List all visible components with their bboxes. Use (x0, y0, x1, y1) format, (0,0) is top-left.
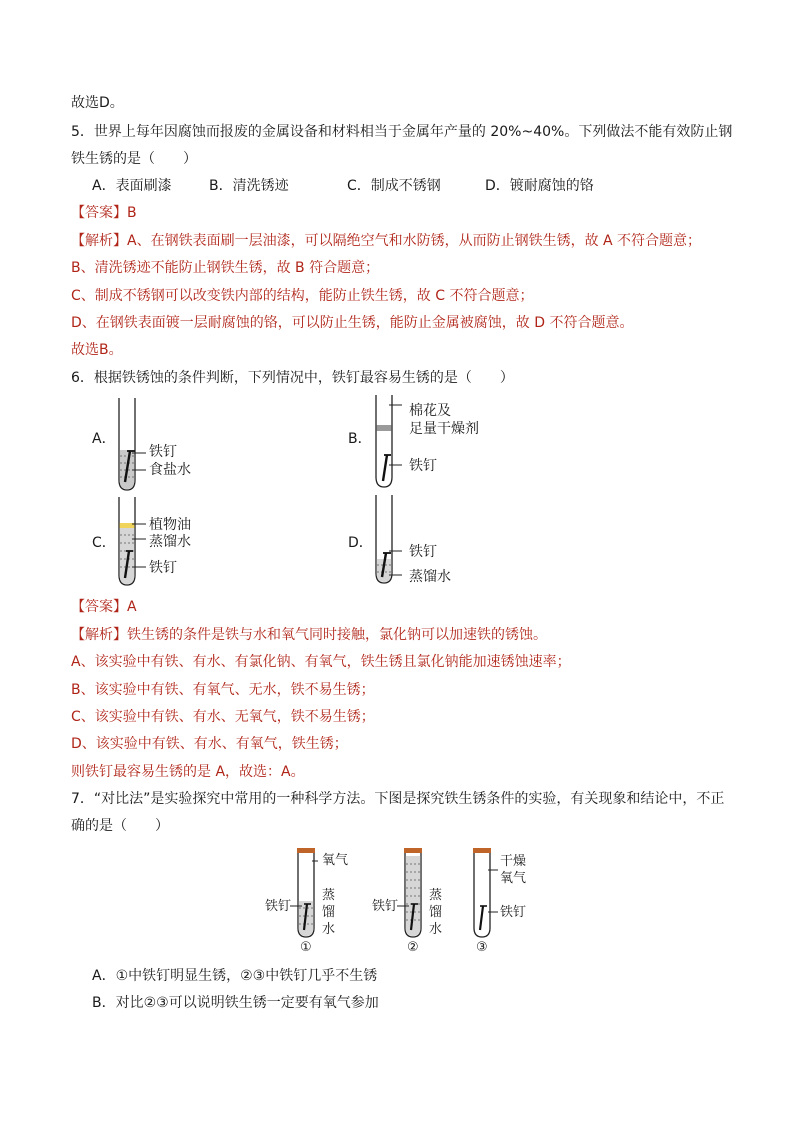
q6-stem: 6．根据铁锈蚀的条件判断，下列情况中，铁钉最容易生锈的是（ ） (71, 370, 514, 386)
q7-tube-1-label-water-2: 馏 (322, 905, 336, 920)
q5-stem-line1: 5．世界上每年因腐蚀而报废的金属设备和材料相当于金属年产量的 20%~40%。下列做法不能有效防止钢 (71, 124, 733, 140)
q7-tube-3-number: ③ (476, 940, 488, 955)
q5-explanation-4: D、在钢铁表面镀一层耐腐蚀的铬，可以防止生锈，能防止金属被腐蚀，故 D 不符合题意。 (71, 315, 634, 331)
q7-tube-2-label-water-3: 水 (429, 922, 443, 937)
q6-fig-a-tube (114, 396, 154, 494)
q7-tube-2-label-water-1: 蒸 (429, 888, 443, 903)
q6-fig-b-label-desiccant: 足量干燥剂 (409, 421, 479, 437)
q6-fig-d-label-nail: 铁钉 (409, 544, 437, 560)
q6-explanation-0: 【解析】铁生锈的条件是铁与水和氧气同时接触，氯化钠可以加速铁的锈蚀。 (71, 627, 547, 643)
q6-explanation-c: C、该实验中有铁、有水、无氧气，铁不易生锈； (71, 709, 375, 725)
q7-tube-1-label-nail: 铁钉 (265, 899, 292, 914)
q5-stem-line2: 铁生锈的是（ ） (71, 151, 197, 167)
q6-fig-c-tube (114, 495, 154, 590)
q6-explanation-a: A、该实验中有铁、有水、有氯化钠、有氧气，铁生锈且氯化钠能加速锈蚀速率； (71, 654, 571, 670)
q5-option-b: B．清洗锈迹 (209, 178, 289, 194)
q5-explanation-3: C、制成不锈钢可以改变铁内部的结构，能防止铁生锈，故 C 不符合题意； (71, 288, 534, 304)
q7-tube-2-number: ② (407, 940, 419, 955)
q6-fig-b-tube (372, 393, 412, 491)
q7-tube-1-label-water-3: 水 (322, 922, 336, 937)
q6-answer: 【答案】A (71, 599, 137, 615)
q7-stem-line1: 7．“对比法”是实验探究中常用的一种科学方法。下图是探究铁生锈条件的实验，有关现象和结论中，不正 (71, 791, 725, 807)
q6-fig-d-label-water: 蒸馏水 (409, 569, 451, 585)
q7-option-a: A．①中铁钉明显生锈，②③中铁钉几乎不生锈 (92, 968, 378, 984)
q6-fig-c-label-nail: 铁钉 (149, 560, 177, 576)
q6-fig-a-label-nail: 铁钉 (149, 444, 177, 460)
q5-option-a: A．表面刷漆 (92, 178, 172, 194)
q7-stem-line2: 确的是（ ） (71, 818, 169, 834)
q5-answer: 【答案】B (71, 205, 137, 221)
q5-option-c: C．制成不锈钢 (347, 178, 441, 194)
q6-fig-b-letter: B． (348, 431, 372, 447)
q5-explanation-2: B、清洗锈迹不能防止钢铁生锈，故 B 符合题意； (71, 260, 380, 276)
q5-option-d: D．镀耐腐蚀的铬 (485, 178, 594, 194)
q7-tube-1-label-oxygen: 氧气 (322, 853, 349, 868)
q7-tube-3-label-dry-1: 干燥 (500, 854, 527, 869)
q6-explanation-d: D、该实验中有铁、有水、有氧气，铁生锈； (71, 736, 348, 752)
q7-tube-3-label-nail: 铁钉 (500, 905, 527, 920)
q6-fig-b-label-cotton: 棉花及 (409, 403, 451, 419)
q7-tube-3-label-dry-2: 氧气 (500, 871, 527, 886)
q7-tube-1-label-water-1: 蒸 (322, 888, 336, 903)
prev-choose: 故选D。 (71, 95, 124, 111)
q7-option-b: B．对比②③可以说明铁生锈一定要有氧气参加 (92, 995, 379, 1011)
q5-choose: 故选B。 (71, 342, 123, 358)
q6-choose: 则铁钉最容易生锈的是 A，故选：A。 (71, 764, 305, 780)
q7-tube-2-label-nail: 铁钉 (372, 899, 399, 914)
q6-explanation-b: B、该实验中有铁、有氧气、无水，铁不易生锈； (71, 682, 375, 698)
q6-fig-c-letter: C． (92, 535, 116, 551)
q6-fig-c-label-oil: 植物油 (149, 517, 191, 533)
q7-tube-2-label-water-2: 馏 (429, 905, 443, 920)
q6-fig-a-letter: A． (92, 431, 116, 447)
q6-fig-a-label-saltwater: 食盐水 (149, 462, 191, 478)
q5-explanation-1: 【解析】A、在钢铁表面刷一层油漆，可以隔绝空气和水防锈，从而防止钢铁生锈，故 A 不符合题意； (71, 233, 702, 249)
q7-tube-1-number: ① (300, 940, 312, 955)
q6-fig-b-label-nail: 铁钉 (409, 458, 437, 474)
q6-fig-c-label-water: 蒸馏水 (149, 534, 191, 550)
q6-fig-d-tube (372, 493, 412, 588)
q6-fig-d-letter: D． (348, 535, 373, 551)
